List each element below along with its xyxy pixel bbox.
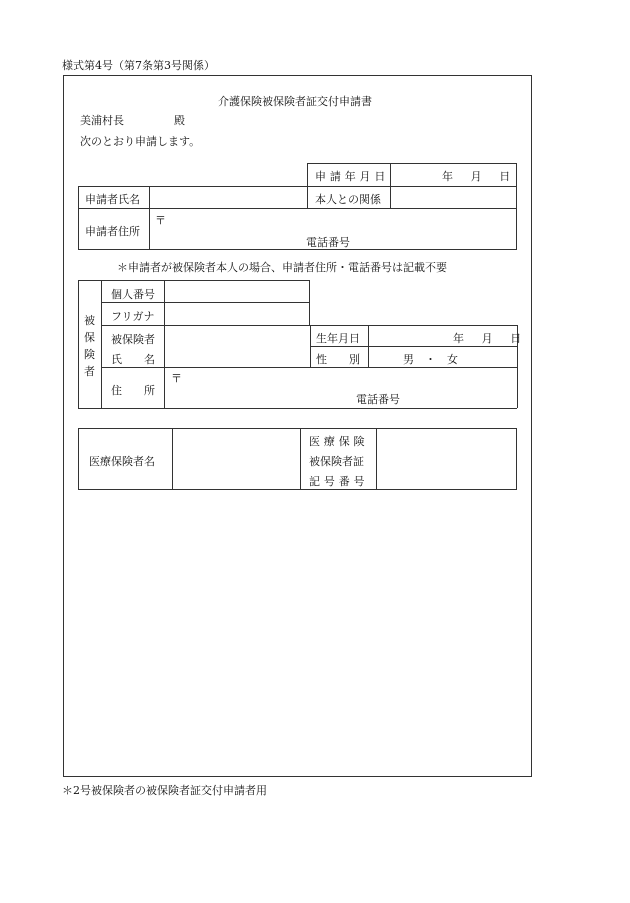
medical-insurer-label: 医療保険者名	[89, 455, 155, 468]
insured-name-field[interactable]	[166, 327, 308, 365]
insured-side-label-4: 者	[84, 365, 95, 378]
addressee-honorific: 殿	[174, 114, 185, 127]
birth-date-value[interactable]: 年 月 日	[453, 332, 525, 345]
relation-label: 本人との関係	[315, 193, 381, 206]
personal-number-field[interactable]	[166, 282, 308, 300]
medical-card-number-field[interactable]	[378, 430, 515, 488]
sex-value[interactable]: 男 ・ 女	[403, 353, 458, 366]
insured-address-label: 住 所	[111, 384, 155, 397]
insured-name-label-1: 被保険者	[111, 333, 155, 346]
furigana-field[interactable]	[166, 304, 308, 323]
insured-phone-label: 電話番号	[356, 393, 400, 406]
applicant-name-field[interactable]	[151, 188, 305, 206]
insured-address-field[interactable]	[166, 369, 515, 406]
applicant-phone-label: 電話番号	[306, 236, 350, 249]
applicant-note: ＊申請者が被保険者本人の場合、申請者住所・電話番号は記載不要	[117, 261, 447, 274]
personal-number-label: 個人番号	[111, 288, 155, 301]
medical-insurer-field[interactable]	[174, 430, 298, 488]
medical-card-label-3: 記号番号	[309, 475, 369, 488]
insured-name-label-2: 氏 名	[111, 353, 155, 366]
relation-field[interactable]	[392, 188, 515, 206]
insured-postal-icon: 〒	[171, 372, 182, 385]
footer-note: ＊2号被保険者の被保険者証交付申請者用	[62, 784, 267, 797]
form-title: 介護保険被保険者証交付申請書	[218, 95, 372, 108]
intro-text: 次のとおり申請します。	[80, 135, 201, 148]
form-number: 様式第4号（第7条第3号関係）	[62, 59, 215, 72]
applicant-name-label: 申請者氏名	[85, 193, 140, 206]
furigana-label: フリガナ	[111, 310, 155, 323]
sex-label: 性 別	[316, 353, 360, 366]
application-date-value[interactable]: 年 月 日	[442, 170, 514, 183]
application-date-label: 申請年月日	[315, 170, 390, 183]
applicant-postal-icon: 〒	[155, 214, 166, 227]
birth-date-label: 生年月日	[316, 332, 360, 345]
medical-card-label-2: 被保険者証	[309, 455, 364, 468]
insured-side-label-1: 被	[84, 314, 95, 327]
medical-card-label-1: 医療保険	[309, 435, 369, 448]
insured-side-label-2: 保	[84, 331, 95, 344]
addressee-village: 美浦村長	[80, 114, 124, 127]
insured-side-label-3: 険	[84, 348, 95, 361]
applicant-address-label: 申請者住所	[85, 225, 140, 238]
